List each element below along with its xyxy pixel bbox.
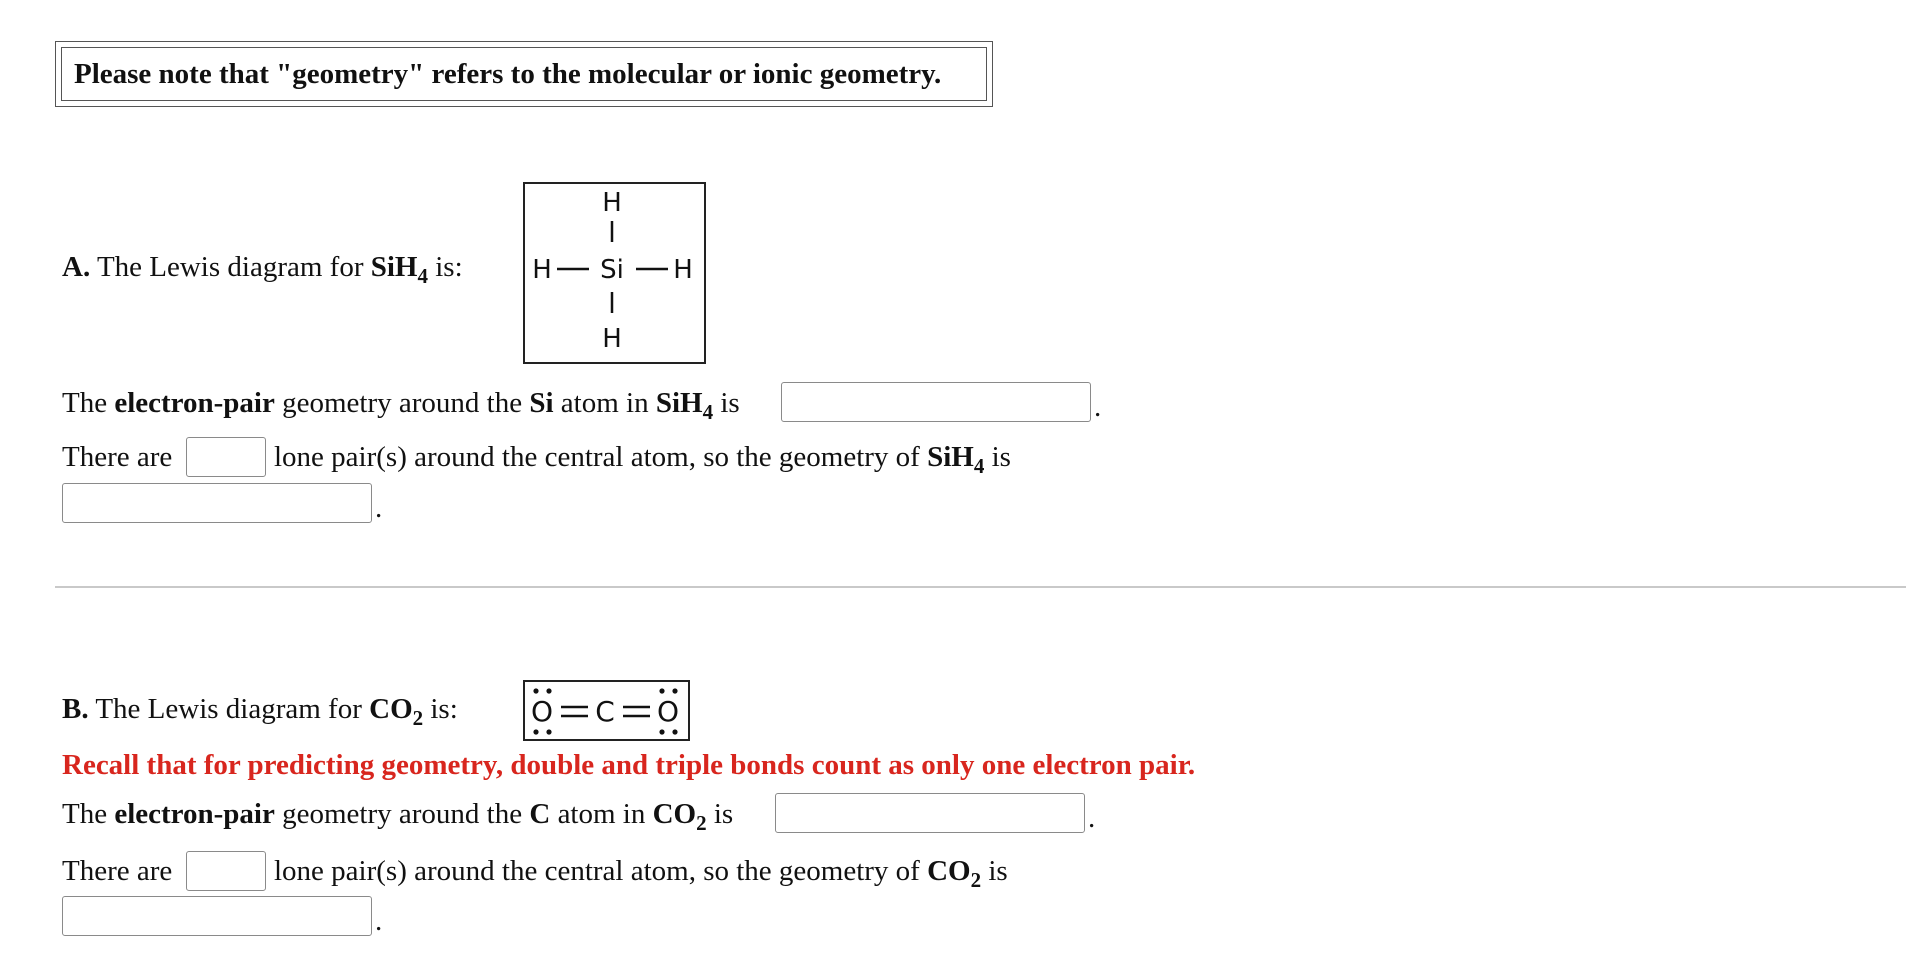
sih4-structure: [525, 184, 704, 362]
sih4-lewis-diagram: [523, 182, 706, 364]
h-atom-right: H: [673, 255, 693, 285]
h-atom-top: H: [602, 188, 622, 218]
part-b-lewis-label: B. The Lewis diagram for $CO_2$ is:: [62, 693, 458, 730]
period: .: [375, 492, 383, 524]
period: .: [1088, 802, 1096, 834]
part-a-lewis-label: A. The Lewis diagram for SiH$_4$ is:: [62, 251, 463, 288]
part-b-lone-pair-text: lone pair(s) around the central atom, so the geometry of $CO_2$ is: [274, 855, 1008, 892]
a-electron-pair-geometry-input[interactable]: [781, 382, 1091, 422]
part-a-lone-pair-text: lone pair(s) around the central atom, so the geometry of SiH$_4$ is: [274, 441, 1011, 478]
part-b-formula: $CO_2$: [369, 693, 424, 730]
si-atom: Si: [600, 255, 624, 285]
a-geometry-input[interactable]: [62, 483, 372, 523]
o-atom-right: O: [656, 695, 680, 728]
section-divider: [55, 586, 1906, 588]
co2-lewis-diagram: [523, 680, 690, 741]
part-a-letter: A.: [62, 251, 91, 283]
b-lone-pairs-input[interactable]: [186, 851, 266, 891]
period: .: [375, 905, 383, 937]
a-lone-pairs-input[interactable]: [186, 437, 266, 477]
part-b-there-are-label: There are: [62, 855, 173, 887]
part-a-there-are-label: There are: [62, 441, 173, 473]
note-box: [55, 41, 993, 107]
c-atom: C: [595, 695, 615, 728]
note-text: Please note that "geometry" refers to the molecular or ionic geometry.: [61, 47, 987, 101]
part-b-electron-pair-label: The electron-pair geometry around the C atom in $CO_2$ is: [62, 798, 734, 835]
part-a-electron-pair-label: The electron-pair geometry around the Si atom in SiH$_4$ is: [62, 387, 740, 424]
recall-note: Recall that for predicting geometry, double and triple bonds count as only one electron pair.: [62, 749, 1196, 781]
h-atom-left: H: [532, 255, 552, 285]
b-geometry-input[interactable]: [62, 896, 372, 936]
co2-structure: [525, 682, 688, 739]
b-electron-pair-geometry-input[interactable]: [775, 793, 1085, 833]
period: .: [1094, 391, 1102, 423]
part-a-formula: SiH$_4$: [370, 251, 428, 288]
h-atom-bottom: H: [602, 324, 622, 354]
part-b-letter: B.: [62, 693, 89, 725]
o-atom-left: O: [530, 695, 554, 728]
